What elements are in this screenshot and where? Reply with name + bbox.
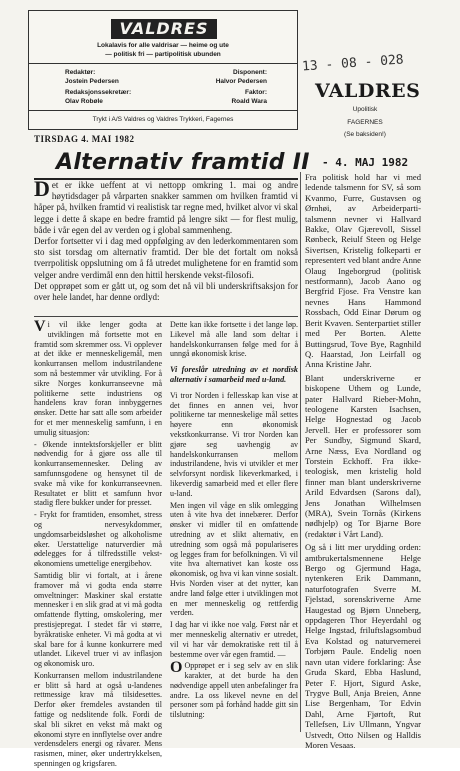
- column-highlight: Vi foreslår utredning av et nordisk alternativ i samarbeid med u-land.: [170, 365, 298, 384]
- clipping-paragraph: Og så i litt mer urydding orden: amtbrukertalsmennene Helge Bergo og Gjermund Haga, nytenkeren Erik Dammann, naturfotografen Sverre M. Fjelstad, sorenskriverne Arne Haugestad og Bjørn Unneberg, oppdageren Thor Heyerdahl og Helge Ingstad, friluftslagsombud Eva Kolstad og naturvernerei Torbjørn Paule. Endelig noen navn utan videre forklaring: Åse Gruda Skard, Ebba Haslund, Peter F. Hjort, Sigurd Aske, Trygve Bull, Anja Breien, Anne Lise Bergenham, Tor Edvin Dahl, Arne Fjørtoft, Rut Tellefsen, Liv Ullmann, Yngvar Ustvedt, Otto Nilsen og Halldis Moren Vesaas.: [305, 542, 421, 750]
- editor-name: Jostein Pedersen: [65, 78, 119, 85]
- column-paragraph: Vi tror Norden i fellesskap kan vise at det finnes en annen vei, hvor politikerne tar menneskelige mål settes høyere enn økonomisk vekstkonkurranse. Vi tror Norden kan gjøre seg uavhengig av handelskonkurransen mellom industrilandene, hvis vi utvikler et mer selvforsynt nordisk likeverkmarked, i likeverdig samarbeid med et eller flere u-land.: [170, 390, 298, 498]
- secretary-name: Olav Robøle: [65, 98, 103, 105]
- lead-paragraph: Derfor fortsetter vi i dag med oppfølging av den lederkommentaren som sto sist torsdag om alternativ framtid. Der ble det fortalt om nokså tverrpolitisk oppslutning om å få utredet mulighetene for en framtid som velger andre verdimål enn den hittil herskende vekst-filosofi.: [34, 236, 298, 280]
- clipping-date: - 4. MAJ 1982: [322, 156, 409, 169]
- column-paragraph: Men ingen vil våge en slik omlegging uten å vite hva det innebærer. Derfor ønsker vi midler til en omfattende utredning av et slikt alternativ, en utredning som også må populariseres og legges fram for befolkningen. Vi vil vite hva alternativet kan koste oss økonomisk, og hva vi kan vinne sosialt. Hvis Norden viser at det nytter, kan andre land følge etter i utviklingen mot en mer menneskelig og rettferdig verden.: [170, 500, 298, 618]
- clipping-paragraph: Blant underskriverne er biskopene Uthem og Lunde, pater Hallvard Rieber-Mohn, teologene Karsten Isachsen, Helge Hognestad og Jacob Jervell. Her er professorer som Per Sundby, Sigmund Skard, Arne Næss, Eva Nordland og Torstein Eckhoff. Fra ikke-teologisk, men kristelig hold finner man blant underskriverne Arild Edvardsen (Sarons dal), Jens Jonathan Wilhelmsen (MRA), Svein Tornås (Kirkens nødhjelp) og Tor Bjarne Bore (redaktør i Vårt Land).: [305, 372, 421, 539]
- column-paragraph: Konkurransen mellom industrilandene er blitt så hard at også u-landenes rettmessige krav må tilsidesettes. Derfor øker fremdeles avstanden til fattige og nedslitende folk. Fordi de skal bli sikret en vekst må makt og økonomi styre en innflytelse over andre verdensdelers energi og råvarer. Mens rasismen, miner, øker undertrykkelsen, spenningen og krigsfaren.: [34, 670, 162, 769]
- drop-cap: V: [34, 318, 46, 335]
- lead-rule: [34, 316, 298, 317]
- manager-label: Disponent:: [233, 69, 267, 76]
- secretary-label: Redaksjonssekretær:: [65, 89, 132, 96]
- lead-paragraph: Det er ikke ueffent at vi nettopp omkring 1. mai og andre høytidsdager på vårparten snakker sammen om hvilken framtid vi håper på, hvilken framtid vi realistisk tar regne med, hvilket alvor vi skal legge i dette å skape en bedre framtid på lengre sikt — for flest mulig, både i vår egen del av verden og i global sammenheng.: [34, 176, 298, 235]
- masthead-subtagline: — politisk fri — partipolitisk ubunden: [105, 51, 221, 58]
- column-paragraph: Samtidig blir vi fortalt, at i årene framover må vi godta enda større omveltninger: Maskiner skal erstatte mennesker i en slik grad at vi må godta omfattende flytting, omskolering, mer prestisjepregat. I stedet får vi større, byråkratiske enheter. Vi må godta at vi skal bare for å kunne konkurrere med utlandet. Likevel truer vi av inflasjon og økonomisk uro.: [34, 570, 162, 669]
- column-paragraph: Vi vil ikke lenger godta at utviklingen må fortsette mot en framtid som skremmer oss. Vi opplever at det ikke er menneskeligemål, men konkurransen mellom industrilandene som nå bestemmer vår utvikling. For å sikre Norges konkurranseevne må politikerne sette industriens og handelens krav foran innbyggernes ønsker. Dette har satt alle som arbeider for et mer menneskelig samfunn, i en umulig situasjon:: [34, 318, 162, 437]
- editor-label: Redaktør:: [65, 69, 96, 76]
- clipping-logo: VALDRES: [315, 80, 421, 102]
- manager-name: Halvor Pedersen: [215, 78, 267, 85]
- drop-cap: O: [170, 659, 183, 677]
- column-paragraph: I dag har vi ikke noe valg. Først når et mer menneskelig alternativ er utredet, vil vi har vår demokratiske rett til å bestemme over vår egen framtid. —: [170, 620, 298, 659]
- masthead: [28, 10, 298, 130]
- lead-text: [34, 176, 298, 303]
- column-paragraph: O Opprøpet er i seg selv av en slik karakter, at det burde ha den nødvendige appell uten anbefalinger fra andre. La oss likevel nevne en del personer som på forhånd hadde gitt sin tilslutning:: [170, 659, 298, 720]
- column-paragraph: - Økende inntektsforskjeller er blitt nødvendig for å gjøre oss alle til konkurransemennesker. Deling av samfunnsgodene og hensynet til de svake må vike for konkurranseevnen. Resultatet er blitt et samfunn hvor stadig flere bukker under for presset.: [34, 439, 162, 508]
- factor-label: Faktor:: [244, 89, 267, 96]
- article-column-left: [34, 320, 162, 771]
- article-headline: Alternativ framtid II: [56, 150, 310, 175]
- factor-name: Roald Wara: [231, 98, 267, 105]
- article-date: TIRSDAG 4. MAI 1982: [34, 134, 135, 144]
- masthead-divider-bottom: [29, 110, 297, 111]
- clipping-line: (Se baksiden!): [344, 131, 386, 138]
- column-paragraph: Dette kan ikke fortsette i det lange løp. Likevel må alle land som deltar i handelskonkurransen følge med for å unngå økonomisk krise.: [170, 320, 298, 359]
- clipping-paragraph: Fra politisk hold har vi med ledende talsmenn for SV, så som Kvanmo, Furre, Gustavsen og Ørnhøi, av Arbeiderparti-talsmenn nevner vi Hallvard Bakke, Olav Gjærevoll, Sissel Rønbeck, Reiulf Steen og Helge Sivertsen, Kristelig folkeparti er representert ved blant andre Anne Olaug Ingeborgrud (politisk nestformann), Jacob Aano og Bergfrid Fjose. Fra Venstre kan nevnes Hans Hammond Rossbach, Odd Einar Dørum og Berit Kvaven. Senterpartiet stiller med Per Borten. Alette Buttingsrud, Tove Bye, Ragnhild Q. Haarstad, Jon Leirfall og Anna Kristine Jahr.: [305, 172, 421, 370]
- clipping-column: [300, 172, 421, 750]
- drop-cap: D: [34, 176, 50, 201]
- masthead-logo: VALDRES: [111, 19, 217, 39]
- clipping-line: FAGERNES: [347, 119, 383, 126]
- printer-line: Trykt i A/S Valdres og Valdres Trykkeri, Fagernes: [92, 116, 234, 123]
- masthead-tagline: Lokalavis for alle valdrisar — heime og ute: [97, 42, 229, 49]
- clipping-line: Upolitisk: [352, 106, 378, 113]
- article-column-right: [170, 320, 298, 722]
- masthead-divider: [29, 63, 297, 64]
- column-paragraph: - Frykt for framtiden, ensomhet, stress og nervesykdommer, ungdomsarbeidsløshet og alkoholisme øker. Uerstattelige naturverdier må ødelegges for å tilfredsstille vekst-økonomiens umettelige energibehov.: [34, 510, 162, 569]
- lead-paragraph: Det opprøpet som er gått ut, og som det nå vil bli underskriftsaksjon for over hele landet, har denne ordlyd:: [34, 280, 298, 303]
- archive-stamp: 13 - 08 - 028: [301, 52, 405, 75]
